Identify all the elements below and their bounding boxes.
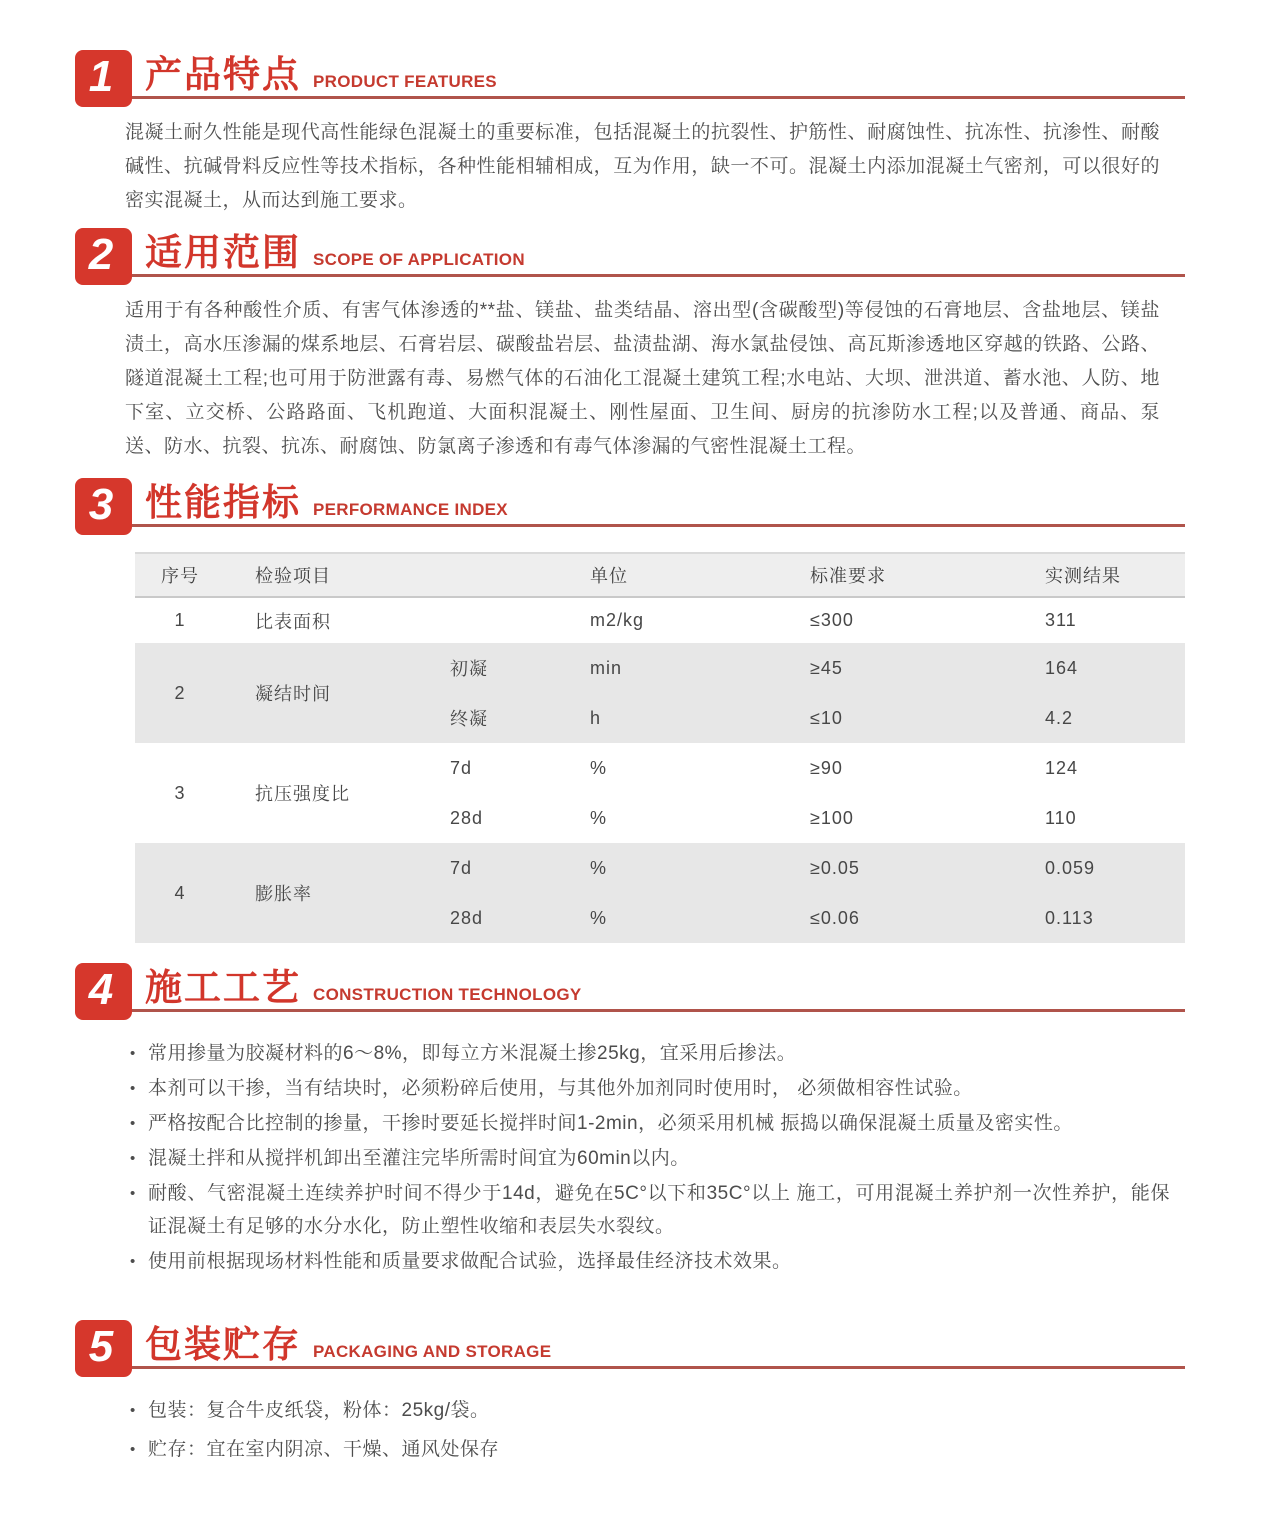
bullet-item: • 严格按配合比控制的掺量，干掺时要延长搅拌时间1-2min，必须采用机械 振捣以确保混凝土质量及密实性。 <box>128 1107 1170 1140</box>
table-cell: 膨胀率 <box>225 843 420 943</box>
section-packaging-storage-header <box>75 1320 1185 1378</box>
table-cell: ≥90 <box>810 757 843 778</box>
table-row <box>135 843 1185 893</box>
bullet-item: • 包装：复合牛皮纸袋，粉体：25kg/袋。 <box>128 1394 1170 1427</box>
table-cell: min <box>560 643 780 693</box>
table-cell: % <box>590 807 608 828</box>
table-cell: 311 <box>1045 610 1077 630</box>
bullet-item: • 耐酸、气密混凝土连续养护时间不得少于14d，避免在5C°以下和35C°以上 施工，可用混凝土养护剂一次性养护，能保证混凝土有足够的水分水化，防止塑性收缩和表层失水裂纹。 <box>128 1177 1170 1243</box>
section-title-en: CONSTRUCTION TECHNOLOGY <box>313 985 582 1004</box>
section-number: 3 <box>88 480 114 529</box>
product-datasheet-page <box>0 50 1280 1534</box>
section-title-zh: 产品特点 <box>145 54 301 95</box>
column-header: 实测结果 <box>1015 553 1185 597</box>
section-number: 4 <box>88 965 114 1014</box>
section-performance-index-header <box>75 478 1185 536</box>
construction-bullet-list <box>128 1037 1170 1278</box>
table-cell: ≤300 <box>810 610 854 630</box>
table-cell: 初凝 <box>420 643 560 693</box>
section-title-en: PRODUCT FEATURES <box>313 72 497 91</box>
table-cell: 0.113 <box>1015 893 1185 943</box>
table-row <box>135 643 1185 693</box>
table-cell: 凝结时间 <box>225 643 420 743</box>
table-cell: % <box>560 843 780 893</box>
section-scope-of-application-header <box>75 228 1185 286</box>
section-number: 1 <box>88 52 114 101</box>
table-cell: ≥100 <box>810 807 854 828</box>
table-row <box>135 597 1185 643</box>
section-titles <box>145 228 525 278</box>
performance-table <box>135 552 1185 943</box>
bullet-item: • 混凝土拌和从搅拌机卸出至灌注完毕所需时间宜为60min以内。 <box>128 1142 1170 1175</box>
packaging-bullet-list <box>128 1394 1170 1466</box>
section-number-badge <box>75 50 132 107</box>
section-title-zh: 施工工艺 <box>145 967 301 1008</box>
section-number: 5 <box>88 1322 114 1371</box>
column-header: 标准要求 <box>780 553 1015 597</box>
column-header: 序号 <box>135 553 225 597</box>
table-cell: ≤10 <box>780 693 1015 743</box>
table-row <box>135 743 1185 793</box>
table-cell: 终凝 <box>420 693 560 743</box>
section-product-features-header <box>75 50 1185 108</box>
section-title-zh: 性能指标 <box>145 482 301 523</box>
bullet-item: • 本剂可以干掺，当有结块时，必须粉碎后使用，与其他外加剂同时使用时， 必须做相容性试验。 <box>128 1072 1170 1105</box>
column-header: 检验项目 <box>225 553 560 597</box>
table-cell: 7d <box>420 843 560 893</box>
section-titles <box>145 963 582 1013</box>
table-cell: 164 <box>1015 643 1185 693</box>
section-titles <box>145 1320 551 1370</box>
table-cell: 1 <box>174 610 186 630</box>
table-cell: 3 <box>174 782 186 803</box>
table-cell: 28d <box>450 807 484 828</box>
column-header: 单位 <box>560 553 780 597</box>
body-paragraph: 混凝土耐久性能是现代高性能绿色混凝土的重要标准，包括混凝土的抗裂性、护筋性、耐腐蚀性、抗冻性、抗渗性、耐酸碱性、抗碱骨料反应性等技术指标，各种性能相辅相成，互为作用，缺一不可。混凝土内添加混凝土气密剂，可以很好的密实混凝土，从而达到施工要求。 <box>125 122 1160 211</box>
table-cell: 7d <box>450 757 473 778</box>
table-cell: 4.2 <box>1015 693 1185 743</box>
table-cell: 110 <box>1045 807 1077 828</box>
table-cell: ≥45 <box>780 643 1015 693</box>
table-cell: 4 <box>135 843 225 943</box>
section-construction-technology-header <box>75 963 1185 1021</box>
table-cell: ≥0.05 <box>780 843 1015 893</box>
table-cell: ≤0.06 <box>780 893 1015 943</box>
table-cell: 124 <box>1045 757 1079 778</box>
bullet-item: • 常用掺量为胶凝材料的6～8%，即每立方米混凝土掺25kg，宜采用后掺法。 <box>128 1037 1170 1070</box>
table-header-row <box>135 553 1185 597</box>
section-number-badge <box>75 478 132 535</box>
section-number-badge <box>75 228 132 285</box>
section-number-badge <box>75 963 132 1020</box>
section-number-badge <box>75 1320 132 1377</box>
bullet-item: • 使用前根据现场材料性能和质量要求做配合试验，选择最佳经济技术效果。 <box>128 1245 1170 1278</box>
section-titles <box>145 50 497 100</box>
section-title-zh: 包装贮存 <box>145 1324 301 1365</box>
body-paragraph: 适用于有各种酸性介质、有害气体渗透的**盐、镁盐、盐类结晶、溶出型(含碳酸型)等侵蚀的石膏地层、含盐地层、镁盐渍土，高水压渗漏的煤系地层、石膏岩层、碳酸盐岩层、盐渍盐湖、海水氯盐侵蚀、高瓦斯渗透地区穿越的铁路、公路、隧道混凝土工程;也可用于防泄露有毒、易燃气体的石油化工混凝土建筑工程;水电站、大坝、泄洪道、蓄水池、人防、地下室、立交桥、公路路面、飞机跑道、大面积混凝土、刚性屋面、卫生间、厨房的抗渗防水工程;以及普通、商品、泵送、防水、抗裂、抗冻、耐腐蚀、防氯离子渗透和有毒气体渗漏的气密性混凝土工程。 <box>125 300 1160 457</box>
table-cell: % <box>590 757 608 778</box>
table-cell: h <box>560 693 780 743</box>
section-number: 2 <box>88 230 114 279</box>
section-title-en: PERFORMANCE INDEX <box>313 500 508 519</box>
section-title-en: PACKAGING AND STORAGE <box>313 1342 552 1361</box>
table-cell: m2/kg <box>590 610 645 630</box>
bullet-item: • 贮存：宜在室内阴凉、干燥、通风处保存 <box>128 1433 1170 1466</box>
table-cell: % <box>560 893 780 943</box>
table-cell: 2 <box>135 643 225 743</box>
table-cell: 比表面积 <box>255 611 331 632</box>
section-title-en: SCOPE OF APPLICATION <box>313 250 525 269</box>
section-title-zh: 适用范围 <box>145 232 301 273</box>
table-cell: 0.059 <box>1015 843 1185 893</box>
table-cell: 28d <box>420 893 560 943</box>
section-titles <box>145 478 508 528</box>
table-cell <box>420 597 560 643</box>
table-cell: 抗压强度比 <box>255 784 350 804</box>
